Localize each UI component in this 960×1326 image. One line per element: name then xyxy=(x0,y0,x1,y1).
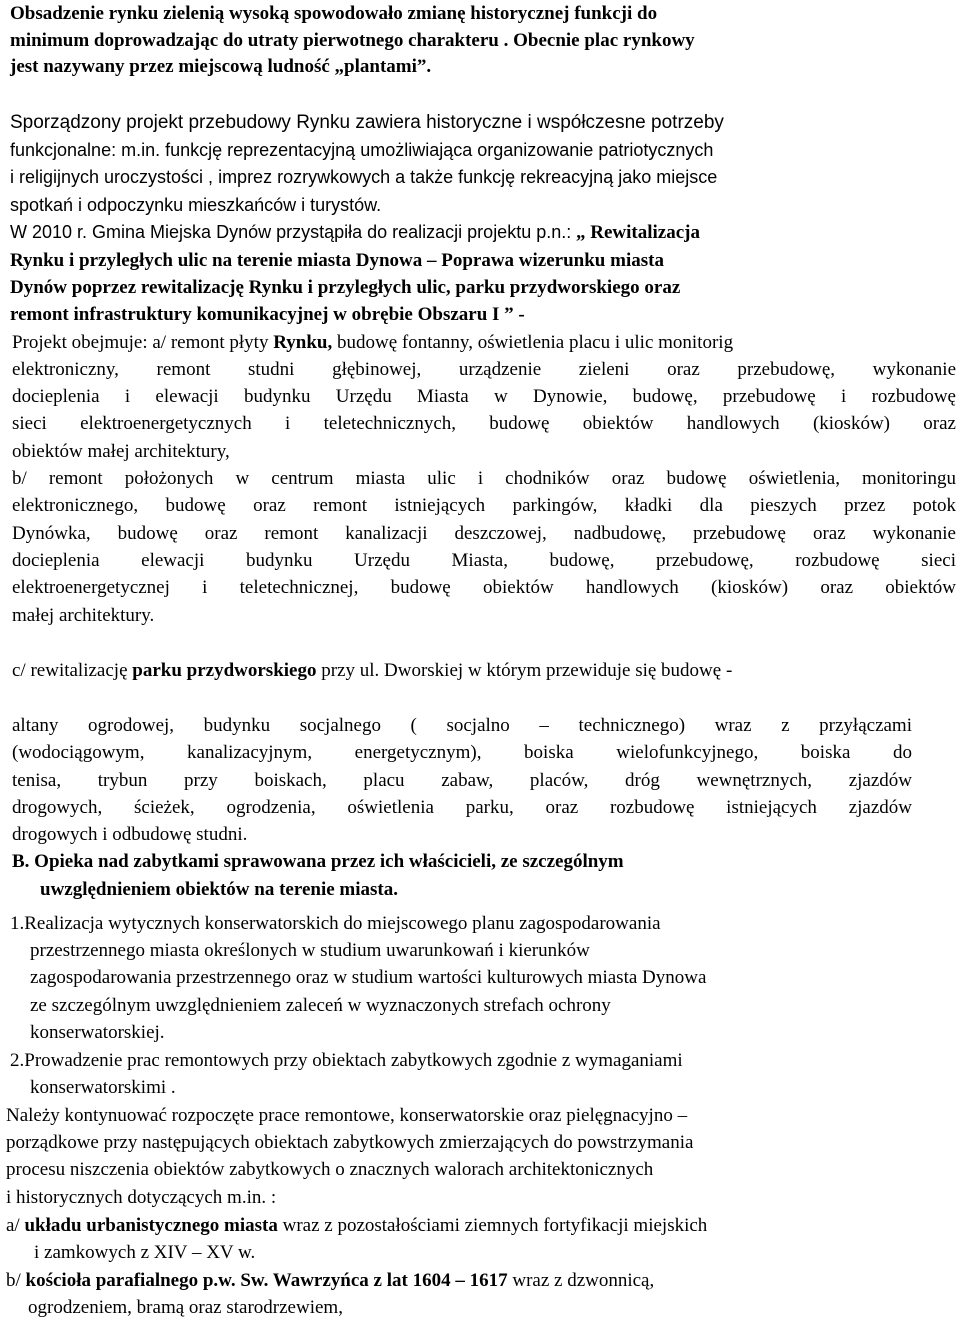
scope-c-bold: parku przydworskiego xyxy=(132,660,317,681)
heritage-a-suffix: wraz z pozostałościami ziemnych fortyfikacji miejskich xyxy=(277,1215,708,1236)
scope-a-suffix: budowę fontanny, oświetlenia placu i ulic monitorig xyxy=(332,332,734,353)
realization-intro-text: W 2010 r. Gmina Miejska Dynów przystąpiła do realizacji projektu p.n.: xyxy=(10,222,572,242)
project-title-line-2: Rynku i przyległych ulic na terenie miasta Dynowa – Poprawa wizerunku miasta xyxy=(10,250,664,271)
heritage-b-prefix: b/ xyxy=(6,1270,26,1291)
project-title-line-4: remont infrastruktury komunikacyjnej w obrębie Obszaru I ” - xyxy=(10,304,525,325)
scope-b-line-3: Dynówka, budowę oraz remont kanalizacji deszczowej, nadbudowę, przebudowę oraz wykonanie xyxy=(12,523,956,544)
park-list-line-3: tenisa, trybun przy boiskach, placu zabaw, placów, dróg wewnętrznych, zjazdów xyxy=(12,770,912,791)
scope-a-bold: Rynku, xyxy=(273,332,333,353)
scope-c-line xyxy=(12,661,732,680)
numbered-item-1-line-5: konserwatorskiej. xyxy=(30,1022,165,1043)
continuation-line-4: i historycznych dotyczących m.in. : xyxy=(6,1187,277,1208)
numbered-item-1-line-1: 1.Realizacja wytycznych konserwatorskich do miejscowego planu zagospodarowania xyxy=(10,913,661,934)
park-list-line-2: (wodociągowym, kanalizacyjnym, energetycznym), boiska wielofunkcyjnego, boiska do xyxy=(12,742,912,763)
heritage-b-suffix: wraz z dzwonnicą, xyxy=(507,1270,655,1291)
heritage-a-line-1 xyxy=(6,1216,707,1235)
continuation-line-3: procesu niszczenia obiektów zabytkowych o znacznych walorach architektonicznych xyxy=(6,1159,654,1180)
scope-a-line-3: docieplenia i elewacji budynku Urzędu Miasta w Dynowie, budowę, przebudowę i rozbudowę xyxy=(12,386,956,407)
project-line-4: spotkań i odpoczynku mieszkańców i turystów. xyxy=(10,195,382,215)
project-title-start: „ Rewitalizacja xyxy=(571,222,700,243)
project-line-2: funkcjonalne: m.in. funkcję reprezentacyjną umożliwiająca organizowanie patriotycznych xyxy=(10,140,714,160)
scope-a-line-5: obiektów małej architektury, xyxy=(12,441,230,462)
scope-b-line-6: małej architektury. xyxy=(12,605,155,626)
project-title-line-3: Dynów poprzez rewitalizację Rynku i przyległych ulic, parku przydworskiego oraz xyxy=(10,277,681,298)
continuation-line-2: porządkowe przy następujących obiektach zabytkowych zmierzających do powstrzymania xyxy=(6,1132,694,1153)
heritage-a-line-2: i zamkowych z XIV – XV w. xyxy=(34,1242,256,1263)
scope-a-line-4: sieci elektroenergetycznych i teletechnicznych, budowę obiektów handlowych (kiosków) oraz xyxy=(12,413,956,434)
intro-line-3: jest nazywany przez miejscową ludność „plantami”. xyxy=(10,56,432,77)
park-list-line-4: drogowych, ścieżek, ogrodzenia, oświetlenia parku, oraz rozbudowę istniejących zjazdów xyxy=(12,797,912,818)
numbered-item-1-line-3: zagospodarowania przestrzennego oraz w studium wartości kulturowych miasta Dynowa xyxy=(30,967,707,988)
park-list-line-5: drogowych i odbudowę studni. xyxy=(12,824,248,845)
project-line-3: i religijnych uroczystości , imprez rozrywkowych a także funkcję rekreacyjną jako miejsce xyxy=(10,167,718,187)
numbered-item-1-line-2: przestrzennego miasta określonych w studium uwarunkowań i kierunków xyxy=(30,940,590,961)
heritage-a-bold: układu urbanistycznego miasta xyxy=(24,1215,278,1236)
numbered-item-2-line-2: konserwatorskimi . xyxy=(30,1077,176,1098)
numbered-item-1-line-4: ze szczególnym uwzględnieniem zaleceń w wyznaczonych strefach ochrony xyxy=(30,995,611,1016)
numbered-item-2-line-1: 2.Prowadzenie prac remontowych przy obiektach zabytkowych zgodnie z wymaganiami xyxy=(10,1050,683,1071)
intro-line-2: minimum doprowadzając do utraty pierwotnego charakteru . Obecnie plac rynkowy xyxy=(10,30,695,51)
scope-c-prefix: c/ rewitalizację xyxy=(12,660,133,681)
section-b-heading-line-2: uwzględnieniem obiektów na terenie miasta. xyxy=(40,879,398,900)
park-list-line-1: altany ogrodowej, budynku socjalnego ( socjalno – technicznego) wraz z przyłączami xyxy=(12,715,912,736)
heritage-a-prefix: a/ xyxy=(6,1215,25,1236)
scope-c-suffix: przy ul. Dworskiej w którym przewiduje się budowę - xyxy=(316,660,733,681)
project-line-1: Sporządzony projekt przebudowy Rynku zawiera historyczne i współczesne potrzeby xyxy=(10,112,724,133)
scope-b-line-4: docieplenia elewacji budynku Urzędu Miasta, budowę, przebudowę, rozbudowę sieci xyxy=(12,550,956,571)
intro-line-1: Obsadzenie rynku zielenią wysoką spowodowało zmianę historycznej funkcji do xyxy=(10,3,658,24)
realization-intro xyxy=(10,223,700,242)
scope-a-line-1 xyxy=(12,333,956,352)
scope-a-line-2: elektroniczny, remont studni głębinowej, urządzenie zieleni oraz przebudowę, wykonanie xyxy=(12,359,956,380)
scope-b-line-2: elektronicznego, budowę oraz remont istniejących parkingów, kładki dla pieszych przez potok xyxy=(12,495,956,516)
heritage-b-bold: kościoła parafialnego p.w. Sw. Wawrzyńca z lat 1604 – 1617 xyxy=(25,1270,508,1291)
heritage-b-line-2: ogrodzeniem, bramą oraz starodrzewiem, xyxy=(28,1297,343,1318)
scope-b-line-5: elektroenergetycznej i teletechnicznej, budowę obiektów handlowych (kiosków) oraz obiektów xyxy=(12,577,956,598)
scope-a-prefix: Projekt obejmuje: a/ remont płyty xyxy=(12,332,274,353)
scope-b-line-1: b/ remont położonych w centrum miasta ulic i chodników oraz budowę oświetlenia, monitoringu xyxy=(12,468,956,489)
continuation-line-1: Należy kontynuować rozpoczęte prace remontowe, konserwatorskie oraz pielęgnacyjno – xyxy=(6,1105,688,1126)
heritage-b-line-1 xyxy=(6,1271,654,1290)
section-b-heading: B. Opieka nad zabytkami sprawowana przez ich właścicieli, ze szczególnym xyxy=(12,851,624,872)
